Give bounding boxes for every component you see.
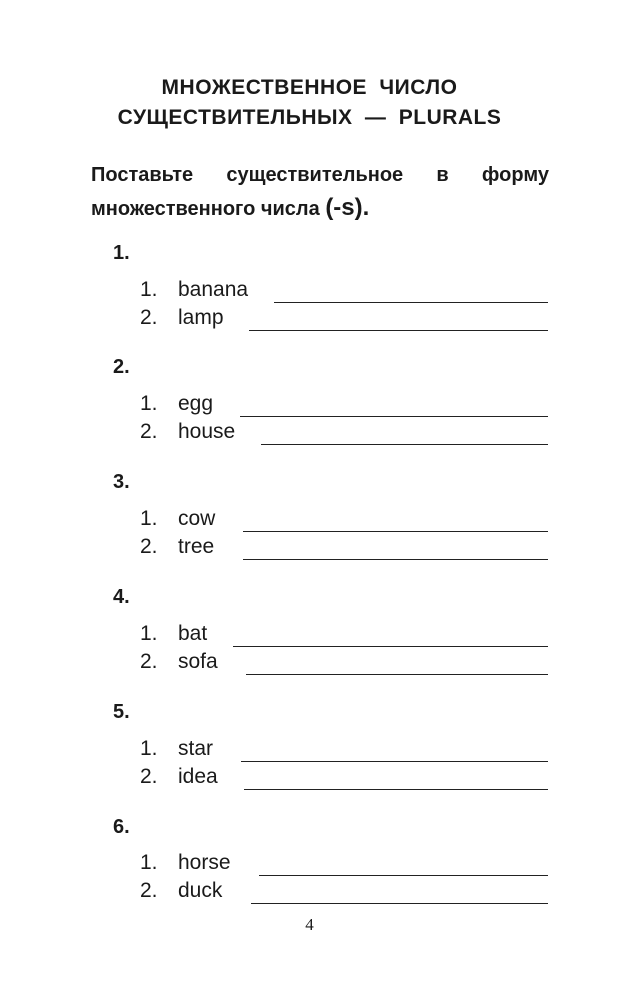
item-word: duck [178, 879, 223, 902]
item-number: 2. [140, 650, 158, 673]
item-number: 1. [140, 278, 158, 301]
item-word: banana [178, 278, 249, 301]
item-number: 2. [140, 306, 158, 329]
answer-line[interactable] [246, 674, 548, 675]
item-word: sofa [178, 650, 218, 673]
item-word: tree [178, 535, 215, 558]
item-number: 2. [140, 765, 158, 788]
item-number: 1. [140, 737, 158, 760]
item-word: lamp [178, 306, 224, 329]
exercise-item [140, 306, 548, 336]
exercise-item [140, 535, 548, 565]
section-number: 2. [113, 356, 130, 378]
item-number: 1. [140, 392, 158, 415]
answer-line[interactable] [243, 559, 548, 560]
answer-line[interactable] [261, 444, 548, 445]
section-number: 1. [113, 242, 130, 264]
exercise-item [140, 650, 548, 680]
answer-line[interactable] [274, 302, 548, 303]
exercise-item [140, 851, 548, 881]
item-number: 1. [140, 507, 158, 530]
section-number: 6. [113, 816, 130, 838]
section-number: 4. [113, 586, 130, 608]
item-word: cow [178, 507, 216, 530]
item-number: 2. [140, 535, 158, 558]
page-number: 4 [305, 915, 314, 934]
answer-line[interactable] [241, 761, 548, 762]
answer-line[interactable] [244, 789, 548, 790]
exercise-item [140, 507, 548, 537]
item-word: egg [178, 392, 214, 415]
item-word: horse [178, 851, 231, 874]
instruction-line-1: Поставьте существительное в форму [91, 164, 549, 186]
answer-line[interactable] [243, 531, 548, 532]
item-word: idea [178, 765, 218, 788]
page-title-line-2: СУЩЕСТВИТЕЛЬНЫХ — PLURALS [117, 106, 502, 129]
exercise-item [140, 622, 548, 652]
item-number: 1. [140, 851, 158, 874]
item-word: star [178, 737, 214, 760]
item-word: house [178, 420, 236, 443]
exercise-item [140, 765, 548, 795]
answer-line[interactable] [259, 875, 548, 876]
page-title-line-1: МНОЖЕСТВЕННОЕ ЧИСЛО [161, 76, 458, 99]
section-number: 3. [113, 471, 130, 493]
answer-line[interactable] [233, 646, 548, 647]
answer-line[interactable] [240, 416, 548, 417]
instruction-suffix: (-s). [325, 194, 370, 221]
answer-line[interactable] [251, 903, 548, 904]
item-number: 2. [140, 879, 158, 902]
instruction-text: множественного числа [91, 198, 326, 220]
instruction-line-2 [91, 194, 549, 222]
exercise-item [140, 737, 548, 767]
exercise-item [140, 278, 548, 308]
exercise-item [140, 392, 548, 422]
exercise-item [140, 420, 548, 450]
item-word: bat [178, 622, 208, 645]
exercise-item [140, 879, 548, 909]
section-number: 5. [113, 701, 130, 723]
item-number: 2. [140, 420, 158, 443]
answer-line[interactable] [249, 330, 548, 331]
item-number: 1. [140, 622, 158, 645]
